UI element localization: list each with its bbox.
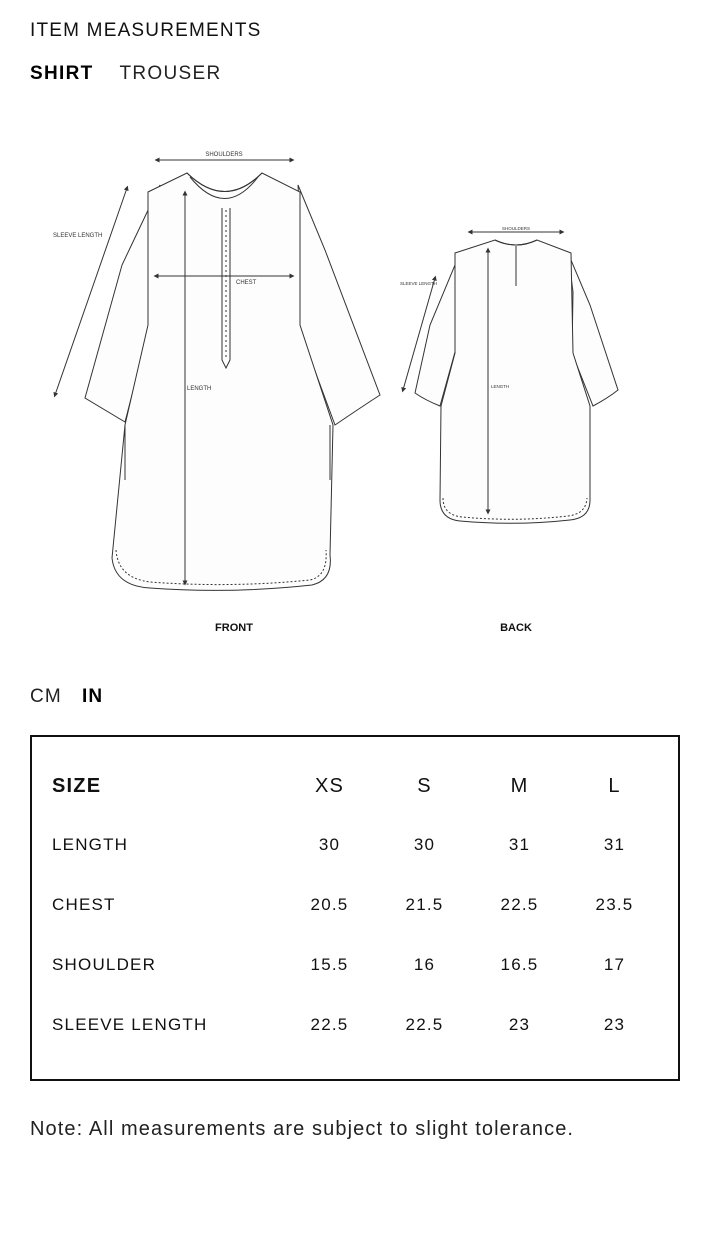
table-cell: 30 bbox=[318, 835, 341, 854]
size-table bbox=[52, 757, 662, 1055]
table-cell: 23.5 bbox=[595, 895, 634, 914]
back-caption: BACK bbox=[500, 622, 532, 634]
size-column-s: S bbox=[417, 774, 432, 797]
table-cell: 21.5 bbox=[405, 895, 444, 914]
size-column-xs: XS bbox=[314, 774, 345, 797]
front-shoulders-label: SHOULDERS bbox=[205, 152, 243, 158]
table-cell: 17 bbox=[603, 955, 626, 974]
table-row bbox=[52, 815, 662, 875]
tolerance-note: Note: All measurements are subject to slight tolerance. bbox=[30, 1118, 575, 1140]
row-label: SLEEVE LENGTH bbox=[52, 1015, 208, 1034]
table-cell: 16.5 bbox=[500, 955, 539, 974]
garment-tabs bbox=[30, 63, 222, 85]
front-length-label: LENGTH bbox=[187, 386, 212, 392]
table-cell: 31 bbox=[508, 835, 531, 854]
table-cell: 30 bbox=[413, 835, 436, 854]
row-label: CHEST bbox=[52, 895, 116, 914]
table-cell: 15.5 bbox=[310, 955, 349, 974]
size-column-m: M bbox=[510, 774, 529, 797]
front-caption: FRONT bbox=[215, 622, 253, 634]
table-cell: 22.5 bbox=[500, 895, 539, 914]
measurement-diagram bbox=[30, 110, 680, 670]
front-sleeve-length-label: SLEEVE LENGTH bbox=[53, 233, 103, 239]
size-table-box bbox=[30, 735, 680, 1081]
table-cell: 16 bbox=[413, 955, 436, 974]
back-length-label: LENGTH bbox=[491, 384, 510, 389]
table-cell: 22.5 bbox=[405, 1015, 444, 1034]
front-garment-illustration bbox=[85, 173, 380, 590]
tab-shirt[interactable]: SHIRT bbox=[30, 63, 94, 84]
unit-cm[interactable]: CM bbox=[30, 686, 62, 707]
table-cell: 23 bbox=[603, 1015, 626, 1034]
table-cell: 23 bbox=[508, 1015, 531, 1034]
table-cell: 20.5 bbox=[310, 895, 349, 914]
size-column-l: L bbox=[608, 774, 621, 797]
table-row bbox=[52, 935, 662, 995]
section-title: ITEM MEASUREMENTS bbox=[30, 20, 262, 41]
table-row bbox=[52, 875, 662, 935]
table-cell: 31 bbox=[603, 835, 626, 854]
row-label: LENGTH bbox=[52, 835, 129, 854]
back-sleeve-length-label: SLEEVE LENGTH bbox=[400, 281, 438, 286]
table-header-row bbox=[52, 757, 662, 815]
size-header: SIZE bbox=[52, 774, 102, 797]
back-shoulders-label: SHOULDERS bbox=[501, 226, 531, 231]
unit-toggle bbox=[30, 686, 103, 708]
tab-trouser[interactable]: TROUSER bbox=[119, 63, 222, 84]
back-garment-illustration bbox=[415, 240, 618, 523]
front-chest-label: CHEST bbox=[236, 280, 257, 286]
unit-in[interactable]: IN bbox=[81, 686, 104, 707]
table-cell: 22.5 bbox=[310, 1015, 349, 1034]
row-label: SHOULDER bbox=[52, 955, 157, 974]
table-row bbox=[52, 995, 662, 1055]
